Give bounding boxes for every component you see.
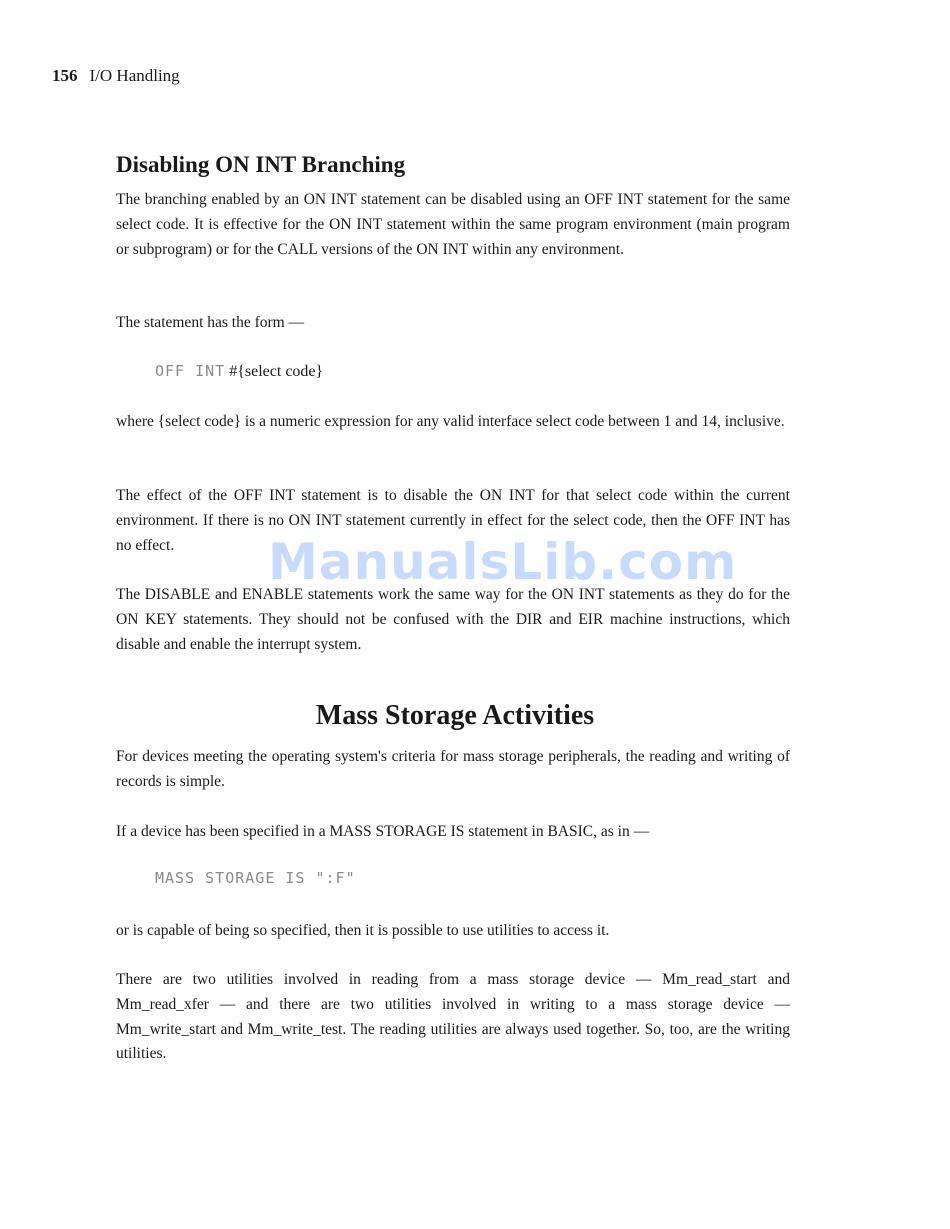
paragraph-off-int-intro: The branching enabled by an ON INT statement can be disabled using an OFF INT statement for the same select code. It is effective for the ON INT statement within the same program environment (main program or subprogram) or for the CALL versions of the ON INT within any environment. bbox=[116, 191, 790, 258]
paragraph-mass-storage-intro: For devices meeting the operating system's criteria for mass storage peripherals, the reading and writing of records is simple. bbox=[116, 748, 790, 790]
running-header bbox=[52, 66, 180, 86]
section-heading-disabling-on-int: Disabling ON INT Branching bbox=[116, 152, 406, 177]
paragraph-off-int-effect: The effect of the OFF INT statement is to disable the ON INT for that select code within the current environment. If there is no ON INT statement currently in effect for the select code, then the OFF INT has no effect. bbox=[116, 487, 790, 554]
watermark-logo: ManualsLib.com bbox=[268, 533, 738, 591]
code-keyword: MASS STORAGE IS ":F" bbox=[155, 869, 356, 887]
code-keyword: OFF INT bbox=[155, 362, 226, 380]
page-number: 156 bbox=[52, 66, 78, 85]
paragraph-mass-storage-is: If a device has been specified in a MASS STORAGE IS statement in BASIC, as in — bbox=[116, 823, 650, 840]
section-heading-mass-storage: Mass Storage Activities bbox=[315, 700, 595, 731]
running-title: I/O Handling bbox=[89, 66, 180, 85]
code-mass-storage-is bbox=[155, 869, 356, 888]
paragraph-read-write-utilities: There are two utilities involved in reading from a mass storage device — Mm_read_start and Mm_read_xfer — and there are two utilities involved in writing to a mass storage device — Mm_write_start and Mm_write_test. The reading utilities are always used together. So, too, are the writing utilities. bbox=[116, 971, 790, 1063]
paragraph-select-code: where {select code} is a numeric expression for any valid interface select code between 1 and 14, inclusive. bbox=[116, 413, 785, 430]
code-off-int bbox=[155, 362, 323, 381]
paragraph-utilities-access: or is capable of being so specified, then it is possible to use utilities to access it. bbox=[116, 922, 610, 939]
paragraph-disable-enable: The DISABLE and ENABLE statements work the same way for the ON INT statements as they do for the ON KEY statements. They should not be confused with the DIR and EIR machine instructions, which disable and enable the interrupt system. bbox=[116, 586, 790, 653]
code-argument: #{select code} bbox=[229, 363, 324, 380]
paragraph-statement-form: The statement has the form — bbox=[116, 314, 305, 331]
